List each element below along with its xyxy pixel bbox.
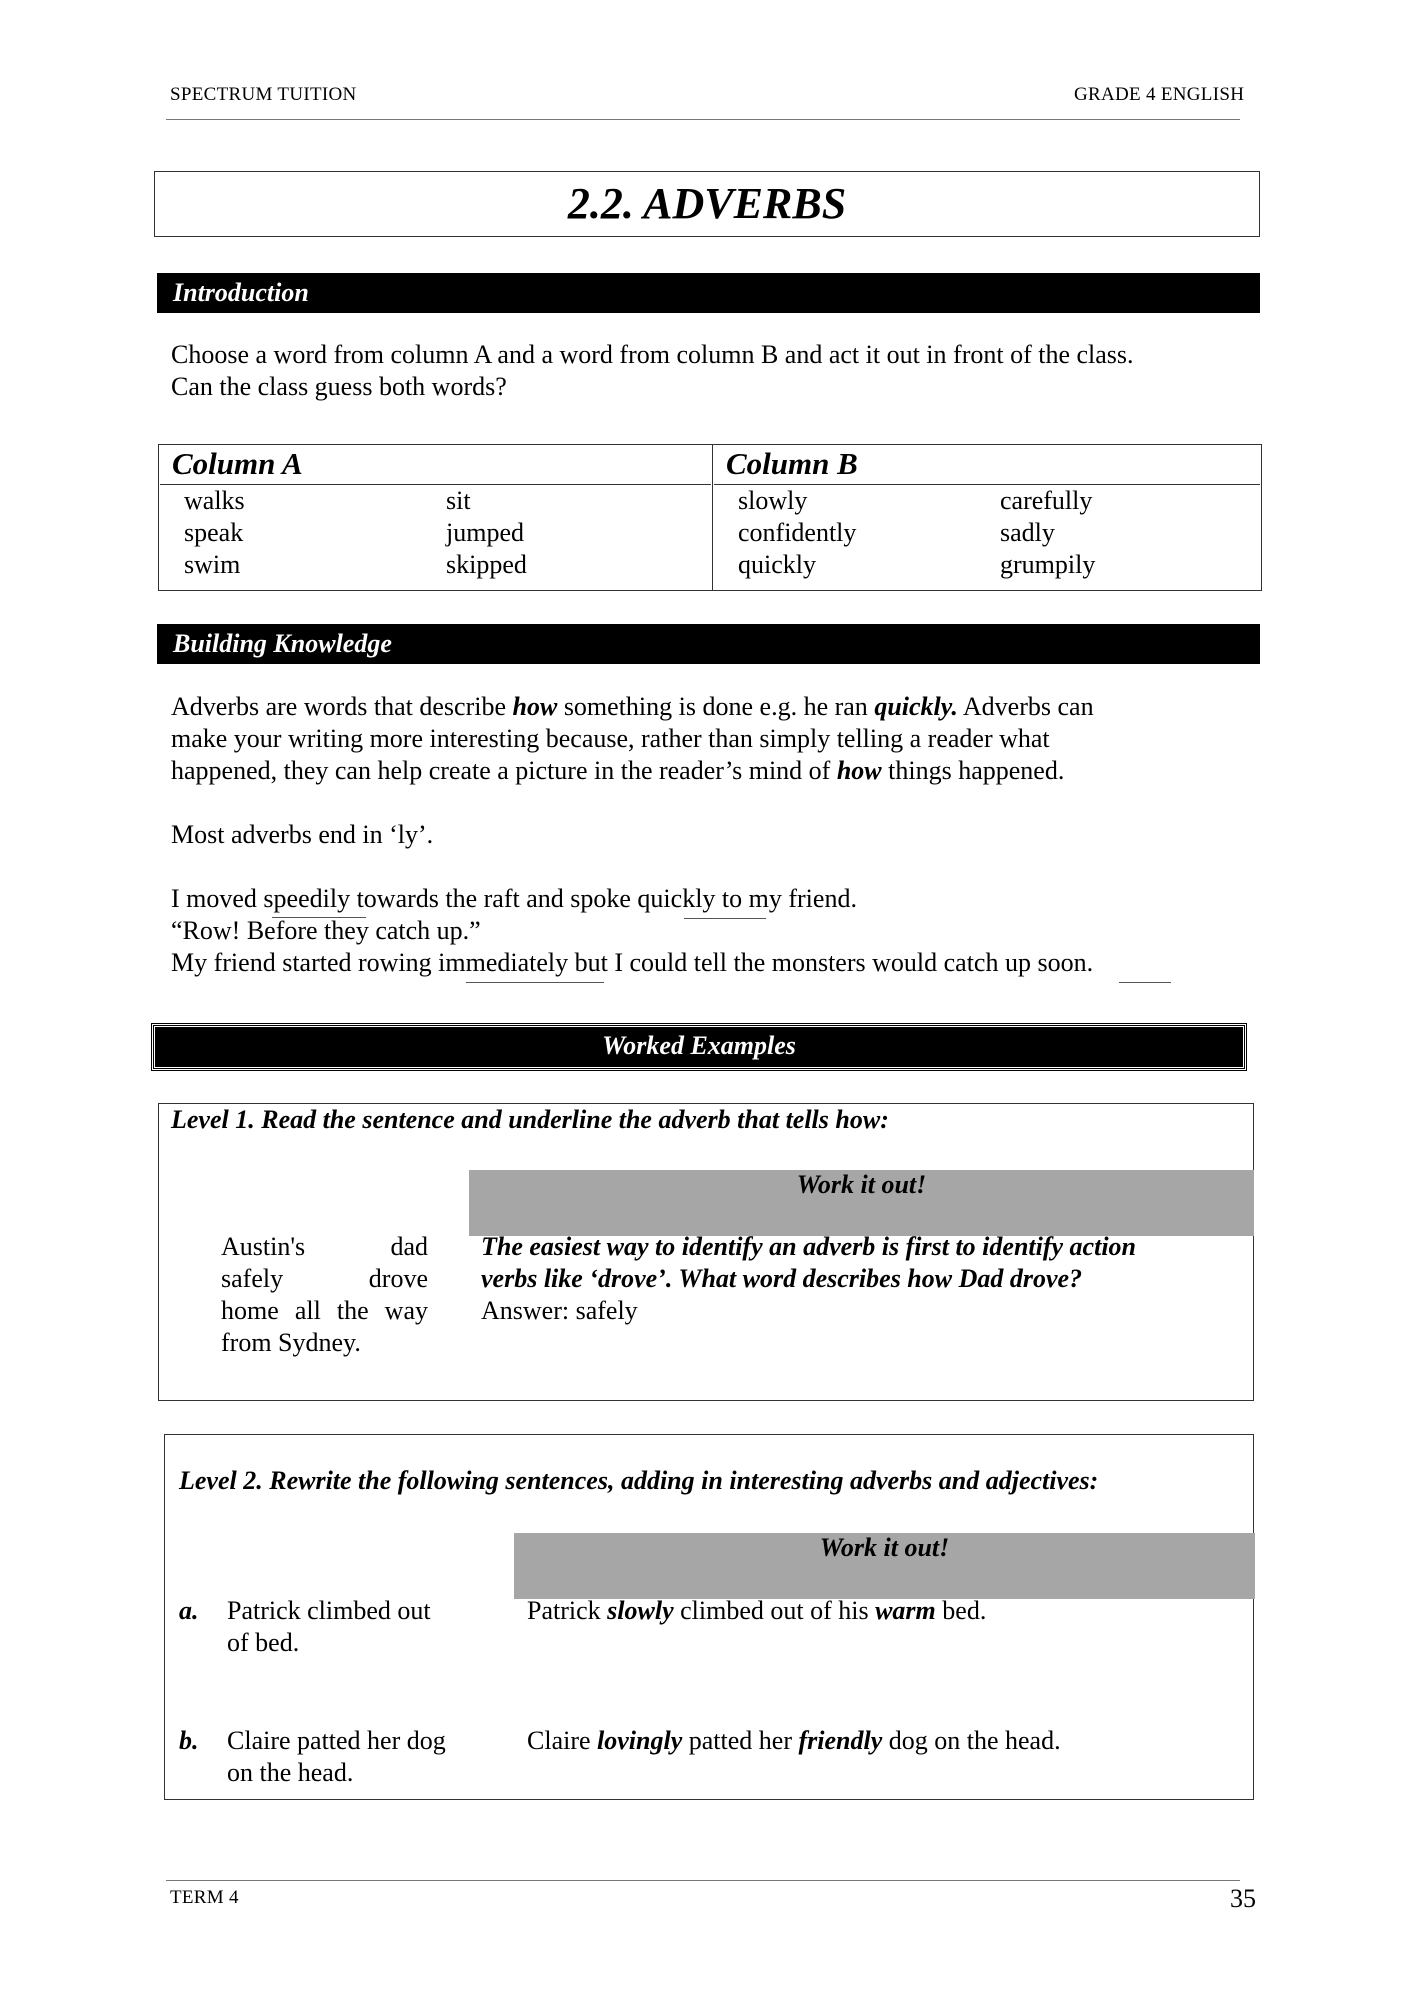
- text-run: happened, they can help create a picture in the reader’s mind of: [171, 756, 837, 785]
- example-sentence-3: My friend started rowing immediately but I could tell the monsters would catch up soon.: [171, 948, 1094, 977]
- building-para-line3: [171, 755, 1064, 787]
- underline-mark: [1119, 982, 1171, 983]
- sentence-line: of bed.: [227, 1628, 300, 1657]
- level1-box: [158, 1103, 1254, 1401]
- footer-rule: [166, 1880, 1240, 1881]
- emphasis-how: how: [836, 756, 882, 785]
- level1-sentence: [221, 1231, 428, 1359]
- text-run: Claire: [527, 1726, 598, 1755]
- example-sentence-1: I moved speedily towards the raft and spoke quickly to my friend.: [171, 884, 857, 913]
- sentence-line: Austin's dad: [221, 1232, 428, 1261]
- header-rule: [166, 119, 1240, 120]
- underline-mark: [684, 918, 766, 919]
- sentence-line: on the head.: [227, 1758, 354, 1787]
- text-run: something is done e.g. he ran: [557, 692, 875, 721]
- text-run: patted her: [682, 1726, 799, 1755]
- column-a-list1: [184, 485, 446, 581]
- list-item: jumped: [446, 518, 524, 547]
- word-columns-table: [158, 444, 1262, 591]
- emphasis-how: how: [512, 692, 558, 721]
- sentence-line: home all the way: [221, 1296, 428, 1325]
- list-item: carefully: [1000, 486, 1093, 515]
- text-run: dog on the head.: [882, 1726, 1061, 1755]
- level2-box: [164, 1434, 1254, 1800]
- column-b-list1: [738, 485, 1000, 581]
- list-item: grumpily: [1000, 550, 1096, 579]
- header-left: SPECTRUM TUITION: [170, 84, 357, 105]
- item-b-label: b.: [179, 1726, 199, 1755]
- item-a-sentence: [227, 1595, 431, 1659]
- column-a-heading: Column A: [160, 446, 711, 485]
- list-item: confidently: [738, 518, 857, 547]
- added-adverb: lovingly: [597, 1726, 683, 1755]
- text-run: climbed out of his: [673, 1596, 876, 1625]
- level1-hint-line1: The easiest way to identify an adverb is first to identify action: [481, 1232, 1137, 1261]
- sentence-line: from Sydney.: [221, 1328, 361, 1357]
- level2-instruction: Level 2. Rewrite the following sentences, adding in interesting adverbs and adjectives:: [179, 1466, 1099, 1495]
- level1-instruction: Level 1. Read the sentence and underline the adverb that tells how:: [171, 1105, 889, 1134]
- list-item: slowly: [738, 486, 808, 515]
- column-b: [713, 445, 1262, 591]
- sentence-line: Patrick climbed out: [227, 1596, 431, 1625]
- intro-text-line2: Can the class guess both words?: [171, 372, 507, 401]
- item-a-label: a.: [179, 1596, 199, 1625]
- underline-mark: [466, 982, 604, 983]
- list-item: swim: [184, 550, 241, 579]
- list-item: sit: [446, 486, 471, 515]
- column-b-list2: [1000, 485, 1095, 581]
- page-number: 35: [1230, 1884, 1256, 1913]
- building-para-line2: make your writing more interesting because, rather than simply telling a reader what: [171, 724, 1050, 753]
- sentence-line: safely drove: [221, 1264, 428, 1293]
- added-adjective: warm: [875, 1596, 936, 1625]
- list-item: skipped: [446, 550, 527, 579]
- header-right: GRADE 4 ENGLISH: [1074, 84, 1245, 105]
- building-para-line1: [171, 691, 1094, 723]
- added-adjective: friendly: [798, 1726, 883, 1755]
- emphasis-quickly: quickly.: [874, 692, 958, 721]
- item-b-sentence: [227, 1725, 446, 1789]
- sentence-line: Claire patted her dog: [227, 1726, 446, 1755]
- item-a-answer: [527, 1595, 986, 1627]
- text-run: bed.: [935, 1596, 987, 1625]
- text-run: Patrick: [527, 1596, 608, 1625]
- adverb-rule-text: Most adverbs end in ‘ly’.: [171, 820, 434, 849]
- text-run: Adverbs can: [957, 692, 1094, 721]
- level1-work-it-out-label: Work it out!: [469, 1170, 1254, 1236]
- page-title: 2.2. ADVERBS: [154, 171, 1260, 237]
- level2-work-it-out-label: Work it out!: [514, 1533, 1255, 1599]
- list-item: quickly: [738, 550, 816, 579]
- worked-examples-heading: Worked Examples: [152, 1024, 1246, 1070]
- list-item: walks: [184, 486, 245, 515]
- column-a: [159, 445, 713, 591]
- text-run: things happened.: [881, 756, 1065, 785]
- text-run: Adverbs are words that describe: [171, 692, 513, 721]
- list-item: speak: [184, 518, 244, 547]
- building-knowledge-heading: Building Knowledge: [157, 624, 1260, 664]
- underline-mark: [272, 917, 366, 918]
- list-item: sadly: [1000, 518, 1055, 547]
- footer-left: TERM 4: [170, 1887, 239, 1908]
- column-b-heading: Column B: [714, 446, 1260, 485]
- column-a-list2: [446, 485, 527, 581]
- level1-answer: Answer: safely: [481, 1296, 638, 1325]
- added-adverb: slowly: [607, 1596, 674, 1625]
- item-b-answer: [527, 1725, 1061, 1757]
- example-sentence-2: “Row! Before they catch up.”: [171, 916, 481, 945]
- intro-text-line1: Choose a word from column A and a word from column B and act it out in front of the class.: [171, 340, 1134, 369]
- level1-hint-line2: verbs like ‘drove’. What word describes how Dad drove?: [481, 1264, 1083, 1293]
- introduction-heading: Introduction: [157, 273, 1260, 313]
